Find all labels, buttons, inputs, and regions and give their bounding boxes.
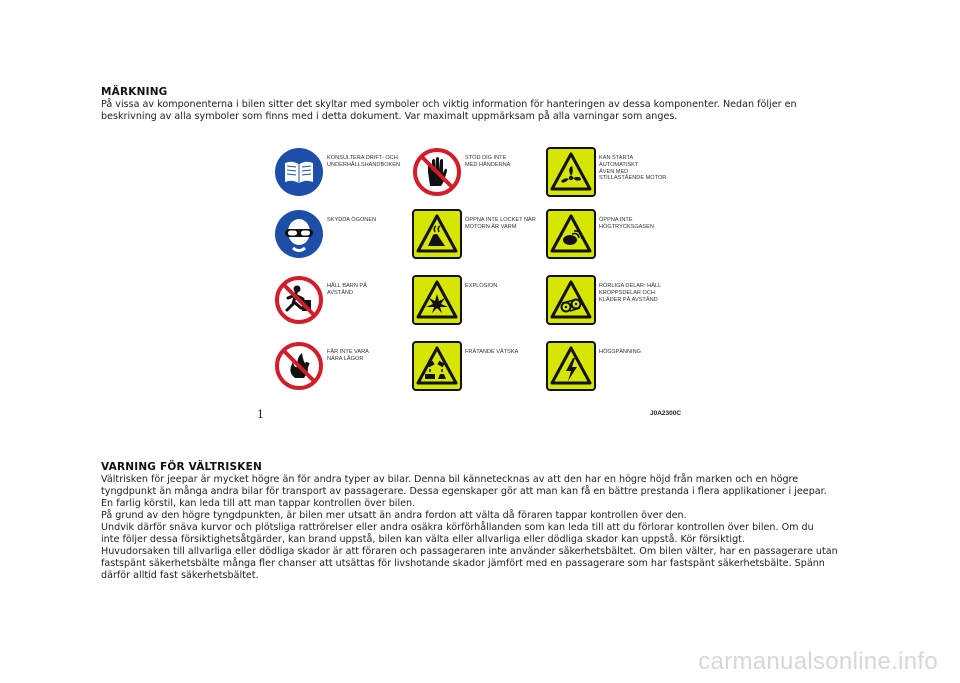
- no-children-icon: [273, 274, 325, 326]
- section-heading-marking: MÄRKNING: [101, 86, 168, 98]
- symbol-high-voltage: [545, 340, 685, 392]
- rollover-warning-text: Vältrisken för jeepar är mycket högre än för andra typer av bilar. Denna bil kännetecknas av att den har en högre höjd från marken och en högre tyngdpunkt än många andra bilar för transport av passagerare. Dessa egenskaper gör att man kan få en bättre prestanda i flera applikationer i jeepar. En farlig körstil, kan leda till att man tappar kontrollen över bilen. På grund av den högre tyngdpunkten, är bilen mer utsatt än andra fordon att välta då föraren tappar kontrollen över den. Undvik därför snäva kurvor och plötsliga rattrörelser eller andra osäkra körförhållanden som kan leda till att du förlorar kontrollen över bilen. Om du inte följer dessa försiktighetsåtgärder, kan brand uppstå, bilen kan välta eller allvarliga eller dödliga skador kan uppstå. Kör försiktigt. Huvudorsaken till allvarliga eller dödliga skador är att föraren och passageraren inte använder säkerhetsbältet. Om bilen välter, har en passagerare utan fastspänt säkerhetsbälte många fler chanser att utsättas för livshotande skador jämfört med en passagerare som har fastspänt säkerhetsbälte. Spänn därför alltid fast säkerhetsbältet.: [101, 474, 838, 581]
- no-open-flame-icon: [273, 340, 325, 392]
- symbol-figure: [261, 140, 701, 396]
- symbol-protect-eyes: [273, 208, 413, 260]
- symbol-label: ÖPPNA INTE LOCKET NÄR MOTORN ÄR VARM: [465, 217, 536, 230]
- symbol-do-not-lean: [411, 146, 551, 198]
- no-touch-hand-icon: [411, 146, 463, 198]
- corrosive-warning-icon: [411, 340, 463, 392]
- hot-coolant-warning-icon: [411, 208, 463, 260]
- symbol-label: ÖPPNA INTE HÖGTRYCKSGASEN: [599, 217, 654, 230]
- explosion-warning-icon: [411, 274, 463, 326]
- symbol-label: HÅLL BARN PÅ AVSTÅND: [327, 283, 367, 296]
- symbol-no-open-flame: [273, 340, 413, 392]
- pressure-warning-icon: [545, 208, 597, 260]
- symbol-label: KAN STARTA AUTOMATISKT ÄVEN MED STILLASTÅENDE MOTOR: [599, 155, 667, 182]
- book-icon: [273, 146, 325, 198]
- symbol-label: SKYDDA ÖGONEN: [327, 217, 377, 223]
- marking-intro-text: På vissa av komponenterna i bilen sitter det skyltar med symboler och viktig information för hanteringen av dessa komponenter. Nedan följer en beskrivning av alla symboler som finns med i detta dokument. Var maximalt uppmärksam på alla varningar som anges.: [101, 99, 797, 122]
- high-voltage-warning-icon: [545, 340, 597, 392]
- symbol-keep-children-away: [273, 274, 413, 326]
- symbol-moving-parts: [545, 274, 685, 326]
- fan-warning-icon: [545, 146, 597, 198]
- symbol-consult-manual: [273, 146, 413, 198]
- symbol-label: KONSULTERA DRIFT- OCH UNDERHÅLLSHANDBOKEN: [327, 155, 401, 168]
- symbol-label: RÖRLIGA DELAR: HÅLL KROPPSDELAR OCH KLÄDER PÅ AVSTÅND: [599, 283, 662, 303]
- symbol-label: EXPLOSION: [465, 283, 498, 289]
- symbol-high-pressure: [545, 208, 685, 260]
- symbol-explosion: [411, 274, 551, 326]
- figure-number: 1: [257, 408, 264, 421]
- symbol-label: FRÄTANDE VÄTSKA: [465, 349, 519, 355]
- symbol-auto-start-fan: [545, 146, 685, 198]
- section-heading-rollover: VARNING FÖR VÄLTRISKEN: [101, 461, 262, 473]
- symbol-label: HÖGSPÄNNING: [599, 349, 641, 355]
- watermark: carmanualsonline.info: [698, 648, 938, 675]
- goggles-icon: [273, 208, 325, 260]
- figure-code: J0A2300C: [650, 410, 682, 417]
- symbol-label: STÖD DIG INTE MED HÄNDERNA: [465, 155, 511, 168]
- symbol-hot-cap-warning: [411, 208, 551, 260]
- moving-parts-warning-icon: [545, 274, 597, 326]
- symbol-label: FÅR INTE VARA NÄRA LÅGOR: [327, 349, 369, 362]
- symbol-corrosive-liquid: [411, 340, 551, 392]
